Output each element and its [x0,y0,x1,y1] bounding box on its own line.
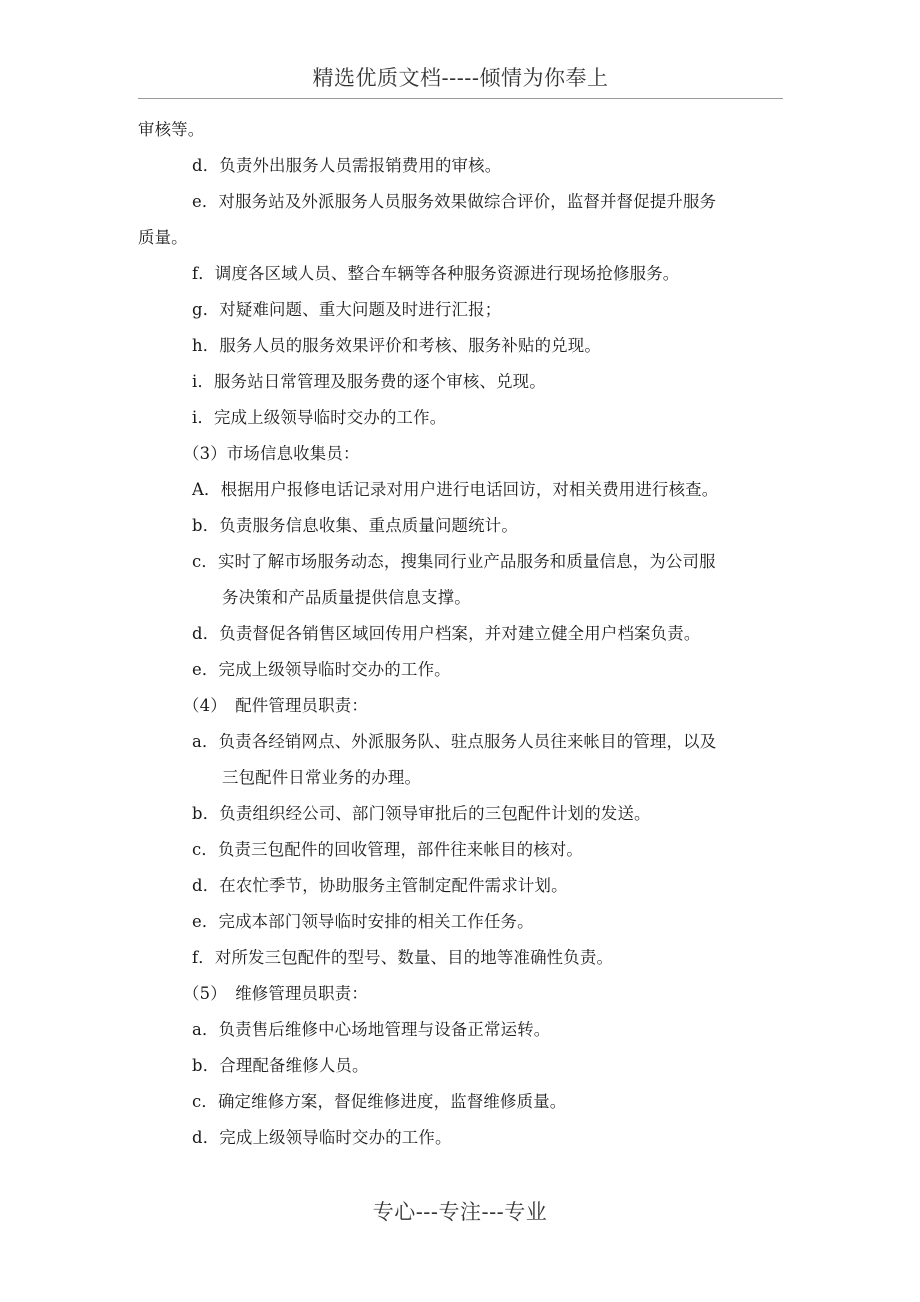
page-footer: 专心---专注---专业 [372,1200,548,1224]
list-item: e．对服务站及外派服务人员服务效果做综合评价，监督并督促提升服务 [192,192,717,211]
paragraph-line: 质量。 [138,228,188,247]
list-item: a．负责各经销网点、外派服务队、驻点服务人员往来帐目的管理，以及 [192,732,717,751]
list-item: A．根据用户报修电话记录对用户进行电话回访，对相关费用进行核查。 [192,480,719,499]
list-item: b．负责服务信息收集、重点质量问题统计。 [192,516,518,535]
list-item: h．服务人员的服务效果评价和考核、服务补贴的兑现。 [192,336,601,355]
section-heading: （4） 配件管理员职责： [183,696,368,715]
paragraph-line: 审核等。 [138,120,205,139]
list-item: d．负责外出服务人员需报销费用的审核。 [192,156,502,175]
section-heading: （3）市场信息收集员： [183,444,360,463]
paragraph-line: 三包配件日常业务的办理。 [222,768,422,787]
section-heading: （5） 维修管理员职责： [183,984,368,1003]
page-header: 精选优质文档-----倾情为你奉上 [138,62,783,99]
list-item: d．负责督促各销售区域回传用户档案，并对建立健全用户档案负责。 [192,624,701,643]
list-item: b．负责组织经公司、部门领导审批后的三包配件计划的发送。 [192,804,651,823]
list-item: i．完成上级领导临时交办的工作。 [192,408,447,427]
paragraph-line: 务决策和产品质量提供信息支撑。 [222,588,471,607]
list-item: f．对所发三包配件的型号、数量、目的地等准确性负责。 [192,948,614,967]
list-item: c．确定维修方案，督促维修进度，监督维修质量。 [192,1092,567,1111]
list-item: a．负责售后维修中心场地管理与设备正常运转。 [192,1020,551,1039]
list-item: c．负责三包配件的回收管理，部件往来帐目的核对。 [192,840,583,859]
list-item: e．完成本部门领导临时安排的相关工作任务。 [192,912,534,931]
list-item: c．实时了解市场服务动态，搜集同行业产品服务和质量信息，为公司服 [192,552,716,571]
list-item: d．在农忙季节，协助服务主管制定配件需求计划。 [192,876,568,895]
list-item: d．完成上级领导临时交办的工作。 [192,1128,452,1147]
list-item: g．对疑难问题、重大问题及时进行汇报； [192,300,502,319]
list-item: b．合理配备维修人员。 [192,1056,369,1075]
list-item: e．完成上级领导临时交办的工作。 [192,660,451,679]
list-item: i．服务站日常管理及服务费的逐个审核、兑现。 [192,372,546,391]
list-item: f．调度各区域人员、整合车辆等各种服务资源进行现场抢修服务。 [192,264,680,283]
